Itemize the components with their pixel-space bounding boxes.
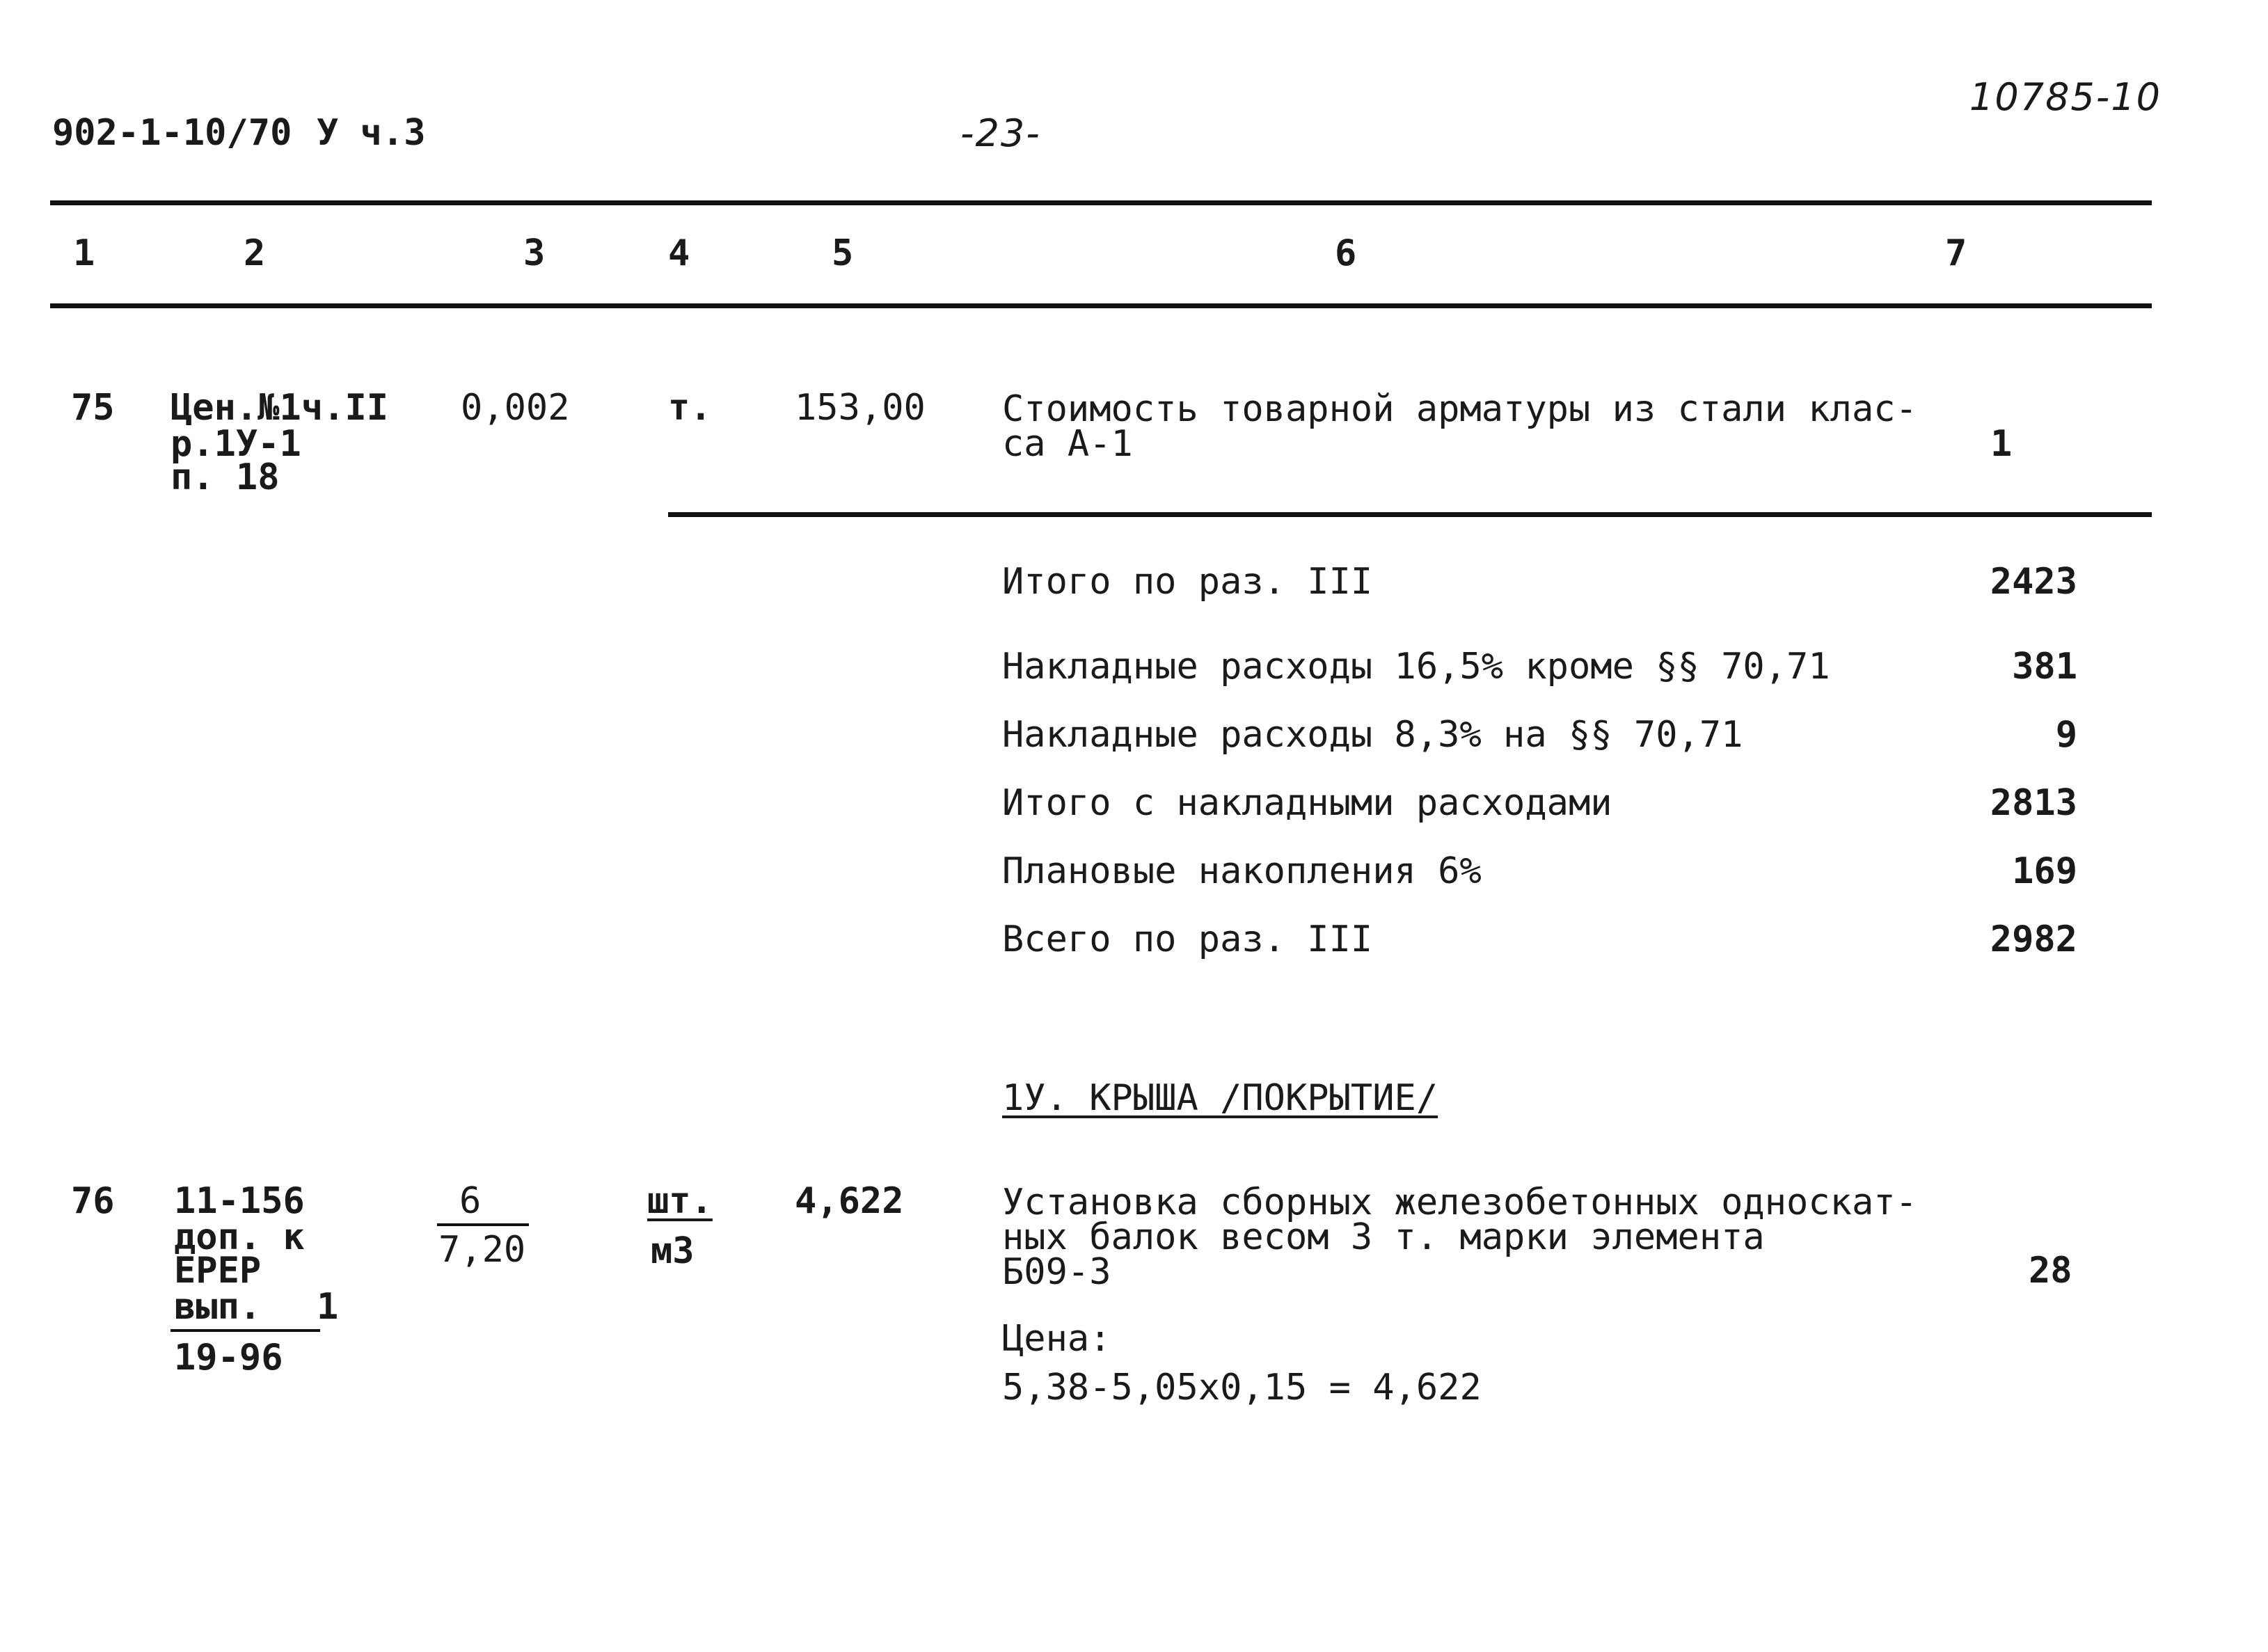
row-total: 1 bbox=[1990, 423, 2013, 465]
column-header-1: 1 bbox=[73, 232, 95, 274]
price-label: Цена: bbox=[1002, 1318, 1111, 1360]
price-reference-line1: Цен.№1ч.II bbox=[171, 387, 389, 429]
price-reference-line5: 19-96 bbox=[174, 1337, 283, 1379]
column-header-4: 4 bbox=[668, 232, 690, 274]
summary-value-subtotal: 2423 bbox=[1990, 561, 2077, 603]
summary-label-subtotal: Итого по раз. III bbox=[1002, 561, 1373, 603]
unit-price: 153,00 bbox=[795, 387, 926, 429]
column-header-6: 6 bbox=[1335, 232, 1357, 274]
price-reference-line3: ЕРЕР bbox=[174, 1250, 262, 1292]
summary-rule bbox=[668, 512, 2152, 517]
table-top-rule bbox=[50, 200, 2152, 205]
summary-value-planned-savings: 169 bbox=[2012, 850, 2077, 892]
row-number: 76 bbox=[71, 1180, 115, 1222]
unit-pieces: шт. bbox=[647, 1180, 713, 1222]
page-number: -23- bbox=[960, 111, 1041, 155]
summary-label-grand-total: Всего по раз. III bbox=[1002, 919, 1373, 960]
document-part: У ч.3 bbox=[317, 112, 426, 154]
section-title: 1У. КРЫША /ПОКРЫТИЕ/ bbox=[1002, 1077, 1438, 1119]
summary-label-overhead-16: Накладные расходы 16,5% кроме §§ 70,71 bbox=[1002, 646, 1830, 688]
unit-price: 4,622 bbox=[795, 1180, 904, 1222]
table-header-rule bbox=[50, 303, 2152, 308]
price-reference-line2: доп. к bbox=[174, 1216, 305, 1258]
price-reference-line4: вып. bbox=[174, 1286, 262, 1328]
price-reference-line3: п. 18 bbox=[171, 456, 280, 498]
summary-value-total-with-overhead: 2813 bbox=[1990, 782, 2077, 824]
price-reference-line1: 11-156 bbox=[174, 1180, 305, 1222]
summary-label-overhead-8: Накладные расходы 8,3% на §§ 70,71 bbox=[1002, 714, 1743, 756]
summary-label-total-with-overhead: Итого с накладными расходами bbox=[1002, 782, 1612, 824]
quantity-divider bbox=[437, 1223, 529, 1226]
price-reference-line4-number: 1 bbox=[317, 1286, 339, 1328]
summary-label-planned-savings: Плановые накопления 6% bbox=[1002, 850, 1482, 892]
price-reference-line2: р.1У-1 bbox=[171, 423, 301, 465]
column-header-2: 2 bbox=[244, 232, 266, 274]
quantity-pieces: 6 bbox=[459, 1180, 482, 1222]
column-header-3: 3 bbox=[523, 232, 546, 274]
description-line1: Установка сборных железобетонных односкат- bbox=[1002, 1182, 1917, 1223]
summary-value-overhead-16: 381 bbox=[2012, 646, 2077, 688]
description-line2: са А-1 bbox=[1002, 423, 1133, 465]
summary-value-grand-total: 2982 bbox=[1990, 919, 2077, 960]
column-header-7: 7 bbox=[1945, 232, 1967, 274]
unit-volume: м3 bbox=[651, 1230, 695, 1272]
quantity-volume: 7,20 bbox=[438, 1229, 526, 1271]
unit: т. bbox=[668, 387, 712, 429]
column-header-5: 5 bbox=[832, 232, 854, 274]
document-code: 902-1-10/70 bbox=[52, 112, 292, 154]
reference-divider bbox=[171, 1329, 320, 1332]
row-total: 28 bbox=[2029, 1250, 2072, 1292]
price-formula: 5,38-5,05х0,15 = 4,622 bbox=[1002, 1367, 1482, 1408]
summary-value-overhead-8: 9 bbox=[2055, 714, 2077, 756]
description-line2: ных балок весом 3 т. марки элемента bbox=[1002, 1216, 1765, 1258]
row-number: 75 bbox=[71, 387, 115, 429]
quantity: 0,002 bbox=[461, 387, 570, 429]
description-line1: Стоимость товарной арматуры из стали клас- bbox=[1002, 388, 1917, 430]
description-line3: Б09-3 bbox=[1002, 1251, 1111, 1293]
archive-number: 10785-10 bbox=[1969, 75, 2162, 119]
